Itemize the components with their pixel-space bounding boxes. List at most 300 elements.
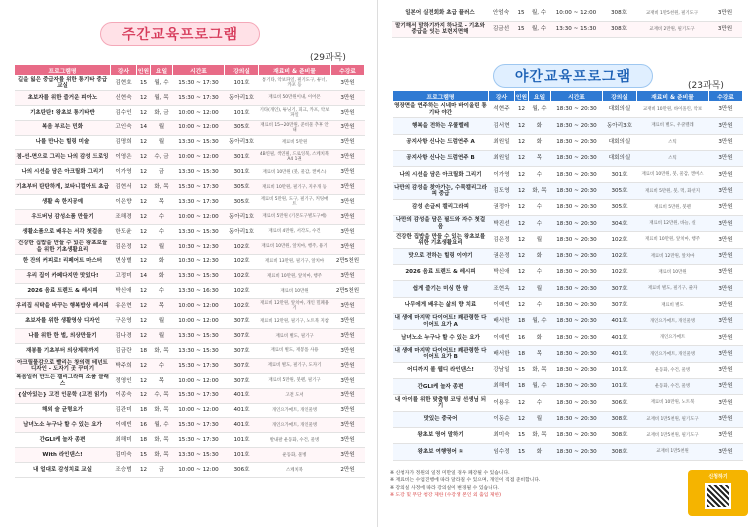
- table-row: [393, 330, 743, 346]
- cell-room: 308호: [602, 6, 636, 22]
- notice-text: [390, 470, 680, 500]
- qr-label: 신청하기: [708, 474, 728, 480]
- cell-fee: 3만원: [709, 232, 743, 248]
- cell-program-name: 왕초보 영어 말하기: [393, 427, 489, 443]
- cell-program-name: 복음일러 만드는 캘리그라피 소품 클래스: [16, 374, 109, 387]
- cell-program-name: 기초부터 탄탄하게, 보타니컬아트 초급: [15, 180, 111, 195]
- table-row: [393, 264, 743, 280]
- header-room: 강의실: [603, 91, 637, 102]
- cell-time: 18:30 ~ 20:30: [551, 167, 603, 183]
- cell-program-name: {살아있는} 고전 인문학 (고전 읽기): [15, 388, 111, 403]
- cell-time: 18:30 ~ 20:30: [551, 102, 603, 118]
- cell-teacher: 권은정: [489, 248, 515, 264]
- cell-room: 305호: [603, 183, 637, 199]
- cell-program-name: 아크릴물감으로 빨리는 창의력 테넌트 디자인 - 도자기 곳 꾸미기: [15, 358, 111, 373]
- cell-day: 월, 수: [529, 313, 551, 329]
- cell-fee: 2만5천원: [331, 284, 365, 299]
- cell-teacher: 박진선: [489, 216, 515, 232]
- cell-room: 동아리1호: [225, 90, 259, 105]
- table-row: [393, 102, 743, 118]
- cell-fee: 3만원: [331, 269, 365, 284]
- cell-room: 동아리3호: [225, 135, 259, 150]
- cell-materials: 재료비 10만원, 필기구, 지우개 등: [259, 180, 331, 195]
- cell-materials: 재료비 10만원, 앞치마, 행주: [637, 232, 709, 248]
- table-row: [15, 403, 365, 418]
- cell-day: 화, 목: [151, 448, 173, 463]
- table-row: [15, 284, 365, 299]
- cell-room: 동아리3호: [603, 118, 637, 134]
- header-time: 시간표: [551, 91, 603, 102]
- cell-time: 18:30 ~ 20:30: [551, 379, 603, 395]
- cell-capacity: 12: [137, 239, 151, 254]
- cell-capacity: 12: [515, 248, 529, 264]
- cell-program-name: 일본어 실전회화 초급 플러스: [392, 6, 488, 22]
- weekly-program-count: (29과목): [310, 53, 346, 63]
- cell-day: 수: [151, 284, 173, 299]
- header-capacity: 인원: [515, 91, 529, 102]
- cell-materials: 재료비 5만원 (기본도구별도구매): [259, 210, 331, 225]
- cell-program-name: 남녀노소 누구나 할 수 있는 요가: [15, 418, 111, 433]
- cell-fee: 3만원: [709, 134, 743, 150]
- cell-capacity: 12: [515, 199, 529, 215]
- cell-room: 401호: [225, 403, 259, 418]
- cell-day: 수: [529, 395, 551, 411]
- cell-room: 306호: [225, 463, 259, 478]
- cell-capacity: 12: [137, 224, 151, 239]
- cell-capacity: 15: [514, 6, 528, 22]
- header-teacher: 강사: [489, 91, 515, 102]
- table-row: [15, 195, 365, 210]
- cell-teacher: 김은정: [489, 232, 515, 248]
- cell-time: 18:30 ~ 20:30: [551, 150, 603, 166]
- cell-time: 13:30 ~ 15:30: [550, 22, 602, 38]
- cell-materials: 교재비 2만원, 필기도구: [636, 22, 708, 38]
- table-row: [393, 281, 743, 297]
- cell-fee: 3만원: [331, 120, 365, 135]
- table-row: [393, 395, 743, 411]
- cell-day: 월: [151, 314, 173, 329]
- table-header-row: [15, 65, 365, 76]
- cell-fee: 3만원: [331, 105, 365, 120]
- table-row: [392, 22, 742, 38]
- cell-capacity: 12: [515, 167, 529, 183]
- cell-day: 월, 수: [528, 22, 550, 38]
- table-row: [15, 135, 365, 150]
- cell-time: 18:30 ~ 20:30: [551, 281, 603, 297]
- cell-teacher: 최원일: [489, 150, 515, 166]
- cell-materials: 교재비 1만5천원, 필기도구: [636, 6, 708, 22]
- cell-room: 101호: [225, 76, 259, 91]
- cell-day: 화: [529, 134, 551, 150]
- cell-time: 18:30 ~ 20:30: [551, 297, 603, 313]
- header-fee: 수강료: [709, 91, 743, 102]
- cell-day: 수, 목: [151, 388, 173, 403]
- table-row: [15, 388, 365, 403]
- cell-time: 13:30 ~ 15:30: [173, 344, 225, 359]
- cell-room: 101호: [225, 105, 259, 120]
- cell-program-name: 감성 손글씨 캘리그라피: [393, 199, 489, 215]
- cell-program-name: 나의 시선을 담은 아크릴화 그리기: [393, 167, 489, 183]
- cell-teacher: 정영인: [111, 373, 137, 388]
- cell-day: 월: [529, 281, 551, 297]
- cell-teacher: 이영은: [111, 150, 137, 165]
- cell-fee: 3만원: [331, 180, 365, 195]
- cell-day: 목: [529, 346, 551, 362]
- cell-room: 401호: [225, 388, 259, 403]
- cell-day: 월, 수: [528, 6, 550, 22]
- table-row: [15, 358, 365, 373]
- cell-time: 10:00 ~ 12:00: [173, 463, 225, 478]
- cell-teacher: 변상별: [111, 254, 137, 269]
- cell-capacity: 16: [515, 330, 529, 346]
- table-row: [15, 150, 365, 165]
- cell-fee: 3만원: [709, 248, 743, 264]
- cell-fee: 3만원: [331, 433, 365, 448]
- cell-teacher: 김서현: [489, 118, 515, 134]
- cell-time: 18:30 ~ 20:30: [551, 444, 603, 460]
- cell-capacity: 18: [515, 379, 529, 395]
- table-row: [393, 297, 743, 313]
- cell-day: 목: [151, 299, 173, 314]
- cell-day: 수: [151, 358, 173, 373]
- cell-teacher: 안엄숙: [488, 6, 514, 22]
- cell-capacity: 18: [137, 433, 151, 448]
- cell-teacher: 최원일: [489, 134, 515, 150]
- cell-capacity: 18: [137, 403, 151, 418]
- cell-teacher: 고인숙: [111, 120, 137, 135]
- cell-capacity: 18: [515, 346, 529, 362]
- cell-program-name: 내 얼대로 감성치료 교실: [15, 463, 111, 478]
- cell-fee: 3만원: [709, 313, 743, 329]
- right-page: [377, 0, 754, 527]
- cell-fee: 3만원: [709, 427, 743, 443]
- qr-signup-button[interactable]: [688, 470, 748, 516]
- cell-teacher: 이예빈: [489, 297, 515, 313]
- table-row: [393, 362, 743, 378]
- cell-time: 18:30 ~ 20:30: [551, 264, 603, 280]
- cell-day: 목: [151, 373, 173, 388]
- table-row: [15, 90, 365, 105]
- cell-fee: 3만원: [331, 76, 365, 91]
- cell-day: 화: [529, 444, 551, 460]
- cell-capacity: 16: [137, 418, 151, 433]
- cell-capacity: 12: [515, 183, 529, 199]
- cell-program-name: 내 아이를 위한 맞춤형 코딩 선생님 되기: [393, 395, 489, 411]
- cell-program-name: 공지사항 신나는 드럼연주 B: [393, 150, 489, 166]
- table-row: [393, 411, 743, 427]
- cell-program-name: 우리 집이 카페다지만 맛있다!: [15, 269, 111, 284]
- cell-program-name: 쉽게 즐기는 미싱 한 땀: [393, 281, 489, 297]
- cell-teacher: 이종숙: [111, 388, 137, 403]
- cell-capacity: 12: [137, 329, 151, 344]
- cell-fee: 3만원: [708, 22, 742, 38]
- cell-day: 수: [151, 210, 173, 225]
- cell-teacher: 김은정: [111, 239, 137, 254]
- cell-materials: 개인요가매트, 개인물병: [259, 403, 331, 418]
- cell-time: 15:30 ~ 17:30: [173, 180, 225, 195]
- cell-fee: 3만원: [709, 102, 743, 118]
- cell-room: 308호: [603, 411, 637, 427]
- cell-program-name: With 라인댄스!: [15, 448, 111, 463]
- header-day: 요일: [529, 91, 551, 102]
- cell-day: 금: [151, 165, 173, 180]
- cell-time: 13:30 ~ 15:30: [173, 329, 225, 344]
- cell-materials: 재료비 별도, 우쿨렐레: [637, 118, 709, 134]
- cell-time: 18:30 ~ 20:30: [551, 232, 603, 248]
- cell-materials: 고전 도서: [259, 388, 331, 403]
- cell-day: 수: [529, 216, 551, 232]
- cell-program-name: 나를 위한 한 벌, 의상만들기: [15, 329, 111, 344]
- cell-capacity: 12: [515, 411, 529, 427]
- cell-time: 13:30 ~ 15:30: [173, 165, 225, 180]
- cell-capacity: 15: [137, 76, 151, 91]
- cell-day: 금: [151, 463, 173, 478]
- cell-time: 10:00 ~ 12:00: [550, 6, 602, 22]
- cell-materials: 개인요가매트, 개인물병: [637, 346, 709, 362]
- table-row: [393, 216, 743, 232]
- cell-teacher: 배서한: [489, 313, 515, 329]
- cell-day: 목: [151, 195, 173, 210]
- cell-teacher: 최해미: [111, 433, 137, 448]
- cell-fee: 3만원: [709, 216, 743, 232]
- cell-fee: 3만원: [331, 403, 365, 418]
- table-row: [15, 433, 365, 448]
- cell-fee: 3만원: [709, 150, 743, 166]
- cell-capacity: 12: [137, 463, 151, 478]
- cell-room: 307호: [225, 358, 259, 373]
- cell-fee: 3만원: [331, 314, 365, 329]
- cell-program-name: 영장면을 연주하는 시네마 바이올린 통기타 야간: [393, 102, 489, 118]
- cell-capacity: 12: [515, 102, 529, 118]
- cell-teacher: 이예빈: [111, 418, 137, 433]
- cell-room: 대회의실: [603, 134, 637, 150]
- cell-time: 10:00 ~ 12:00: [173, 210, 225, 225]
- cell-program-name: 말기해서 말하기까지 하나로 - 기초와 중급을 잇는 보련지면해: [392, 22, 488, 38]
- cell-teacher: 김현호: [111, 76, 137, 91]
- table-row: [15, 105, 365, 120]
- cell-teacher: 배서한: [489, 346, 515, 362]
- cell-teacher: 김금란: [111, 344, 137, 359]
- cell-materials: 재료비 15~20만원, 준비물 추후 안내: [259, 120, 331, 135]
- cell-program-name: 건강한 집밥을 만들 수 있는 왕초보들을 위한 기초생활요리: [15, 239, 111, 254]
- cell-program-name: 초보자를 위한 즐거운 피아노: [15, 90, 111, 105]
- cell-teacher: 최해미: [489, 379, 515, 395]
- cell-materials: 재료비 4만원, 서각도, 수건: [259, 224, 331, 239]
- cell-time: 13:30 ~ 15:30: [173, 269, 225, 284]
- cell-room: 401호: [603, 313, 637, 329]
- cell-teacher: 한도윤: [111, 224, 137, 239]
- cell-time: 18:30 ~ 20:30: [551, 395, 603, 411]
- cell-room: 301호: [225, 150, 259, 165]
- table-row: [15, 314, 365, 329]
- cell-capacity: 12: [515, 264, 529, 280]
- cell-fee: 3만원: [331, 373, 365, 388]
- table-row: [15, 165, 365, 180]
- cell-fee: 3만원: [331, 329, 365, 344]
- cell-time: 15:30 ~ 17:30: [173, 433, 225, 448]
- cell-time: 10:00 ~ 12:00: [173, 150, 225, 165]
- cell-time: 10:00 ~ 12:00: [173, 120, 225, 135]
- cell-materials: 개인요가매트, 개인물병: [259, 418, 331, 433]
- cell-fee: 3만원: [331, 165, 365, 180]
- cell-time: 15:30 ~ 17:30: [173, 358, 225, 373]
- cell-room: 307호: [225, 329, 259, 344]
- table-row: [392, 6, 742, 22]
- cell-materials: 재료비 별도, 필기구, 도자기: [259, 358, 331, 373]
- cell-fee: 3만원: [709, 118, 743, 134]
- cell-capacity: 14: [137, 269, 151, 284]
- cell-program-name: 왕초보 여행영어 ①: [393, 444, 489, 460]
- cell-room: 102호: [225, 269, 259, 284]
- cell-room: 101호: [603, 379, 637, 395]
- cell-day: 월: [151, 120, 173, 135]
- evening-program-count: (23과목): [688, 81, 724, 91]
- cell-teacher: 김현서: [111, 180, 137, 195]
- cell-fee: 3만원: [331, 358, 365, 373]
- table-row: [393, 232, 743, 248]
- cell-fee: 3만원: [331, 195, 365, 210]
- cell-capacity: 15: [515, 427, 529, 443]
- cell-capacity: 12: [515, 395, 529, 411]
- cell-capacity: 12: [137, 90, 151, 105]
- cell-time: 15:30 ~ 17:30: [173, 90, 225, 105]
- cell-program-name: 2026 음료 트렌드 & 레시피: [15, 284, 111, 299]
- cell-teacher: 김나경: [111, 329, 137, 344]
- cell-day: 화, 목: [529, 183, 551, 199]
- cell-teacher: 이은향: [111, 195, 137, 210]
- cell-capacity: 18: [137, 344, 151, 359]
- cell-capacity: 12: [515, 150, 529, 166]
- cell-room: 305호: [225, 180, 259, 195]
- cell-teacher: 조해경: [111, 210, 137, 225]
- cell-teacher: 이가영: [489, 167, 515, 183]
- cell-time: 15:30 ~ 17:30: [173, 418, 225, 433]
- cell-program-name: 남녀노소 누구나 할 수 있는 요가: [393, 330, 489, 346]
- cell-teacher: 신현숙: [111, 90, 137, 105]
- cell-capacity: 12: [137, 254, 151, 269]
- cell-fee: 3만원: [709, 362, 743, 378]
- table-row: [15, 373, 365, 388]
- cell-fee: 3만원: [709, 167, 743, 183]
- cell-day: 월, 수: [529, 379, 551, 395]
- cell-room: 102호: [225, 239, 259, 254]
- cell-program-name: 맛있는 중국어: [393, 411, 489, 427]
- cell-day: 수: [529, 167, 551, 183]
- cell-program-name: 한 잔의 커피로! 리페어트 마스터: [15, 254, 111, 269]
- cell-time: 15:30 ~ 17:30: [173, 388, 225, 403]
- cell-program-name: 우드버닝 감성소품 만들기: [15, 210, 111, 225]
- table-row: [15, 418, 365, 433]
- table-row: [15, 299, 365, 314]
- cell-program-name: 나무에게 배우는 삶의 향 치료: [393, 297, 489, 313]
- cell-materials: 재료비 10만원, 앞치마, 행주: [259, 269, 331, 284]
- cell-program-name: 내 생에 마지막 다이어트! 꽤관령한 다이어트 요가 A: [393, 313, 489, 329]
- cell-room: 307호: [225, 373, 259, 388]
- cell-day: 월, 목: [151, 90, 173, 105]
- cell-capacity: 12: [137, 105, 151, 120]
- cell-materials: 스틱: [637, 134, 709, 150]
- cell-day: 화, 목: [151, 403, 173, 418]
- cell-capacity: 12: [137, 314, 151, 329]
- header-fee: 수강료: [331, 65, 365, 76]
- cell-materials: 운동화, 수건, 물병: [637, 362, 709, 378]
- cell-room: 305호: [225, 120, 259, 135]
- cell-capacity: 12: [137, 135, 151, 150]
- table-row: [393, 444, 743, 460]
- cell-time: 13:30 ~ 16:30: [173, 284, 225, 299]
- cell-program-name: 내 생애 마지막 다이어트! 꽤관령한 다이어트 요가 B: [393, 346, 489, 362]
- cell-room: 102호: [225, 299, 259, 314]
- cell-day: 월, 수: [529, 102, 551, 118]
- table-row: [15, 329, 365, 344]
- cell-time: 13:30 ~ 15:30: [173, 135, 225, 150]
- table-row: [393, 199, 743, 215]
- weekly-program-table: [14, 64, 365, 478]
- cell-time: 10:00 ~ 12:00: [173, 299, 225, 314]
- cell-room: 306호: [603, 395, 637, 411]
- cell-program-name: 길을 잃은 중급자를 위한 통기타 중급교실: [15, 76, 111, 91]
- cell-program-name: 행복을 전하는 우쿨렐레: [393, 118, 489, 134]
- header-teacher: 강사: [111, 65, 137, 76]
- cell-day: 화, 금: [151, 105, 173, 120]
- cell-time: 18:30 ~ 20:30: [551, 134, 603, 150]
- table-row: [393, 183, 743, 199]
- cell-time: 15:30 ~ 17:30: [173, 76, 225, 91]
- table-row: [15, 224, 365, 239]
- cell-day: 수, 금: [151, 150, 173, 165]
- cell-time: 10:00 ~ 12:00: [173, 403, 225, 418]
- cell-day: 월: [529, 411, 551, 427]
- cell-materials: 교재비 10만원, 바이올린, 악보: [637, 102, 709, 118]
- cell-room: 307호: [603, 297, 637, 313]
- cell-day: 월, 수: [151, 76, 173, 91]
- cell-time: 18:30 ~ 20:30: [551, 330, 603, 346]
- cell-fee: 3만원: [709, 264, 743, 280]
- cell-teacher: 강남일: [489, 362, 515, 378]
- cell-teacher: 김수인: [111, 105, 137, 120]
- cell-teacher: 김도영: [489, 183, 515, 199]
- weekly-continued-table: [392, 6, 742, 38]
- cell-time: 18:30 ~ 20:30: [551, 216, 603, 232]
- cell-room: 101호: [603, 362, 637, 378]
- cell-room: 308호: [603, 444, 637, 460]
- cell-program-name: 간GLI케 놀자 종편: [15, 433, 111, 448]
- cell-fee: 2만원: [331, 463, 365, 478]
- cell-materials: 교재비 1만5천원: [637, 444, 709, 460]
- header-materials: 재료비 & 준비물: [637, 91, 709, 102]
- cell-fee: 3만원: [331, 150, 365, 165]
- cell-fee: 3만원: [331, 239, 365, 254]
- cell-room: 304호: [603, 216, 637, 232]
- cell-program-name: 어디까지 볼 웹디 라인댄스!: [393, 362, 489, 378]
- cell-time: 13:30 ~ 17:30: [173, 195, 225, 210]
- cell-program-name: 초보자를 위한 생활영상 디자인: [15, 314, 111, 329]
- cell-materials: 통기타, 악보파일, 필기도구, 튜너, 카포 등: [259, 76, 331, 91]
- cell-day: 목: [529, 150, 551, 166]
- table-row: [15, 269, 365, 284]
- cell-materials: 재료비 5만원, 도구, 필기구, 커팅매트: [259, 195, 331, 210]
- cell-capacity: 12: [137, 299, 151, 314]
- cell-teacher: 고정미: [111, 269, 137, 284]
- cell-capacity: 14: [137, 120, 151, 135]
- cell-capacity: 15: [515, 444, 529, 460]
- evening-program-title: 야간교육프로그램: [493, 64, 653, 88]
- cell-teacher: 최미숙: [489, 427, 515, 443]
- notice-line: ※ 재료비는 수업진행에 따라 달라질 수 있으며, 개인이 직접 준비합니다.: [390, 478, 541, 484]
- cell-time: 10:00 ~ 12:00: [173, 314, 225, 329]
- weekly-program-title: 주간교육프로그램: [100, 22, 260, 46]
- table-row: [393, 134, 743, 150]
